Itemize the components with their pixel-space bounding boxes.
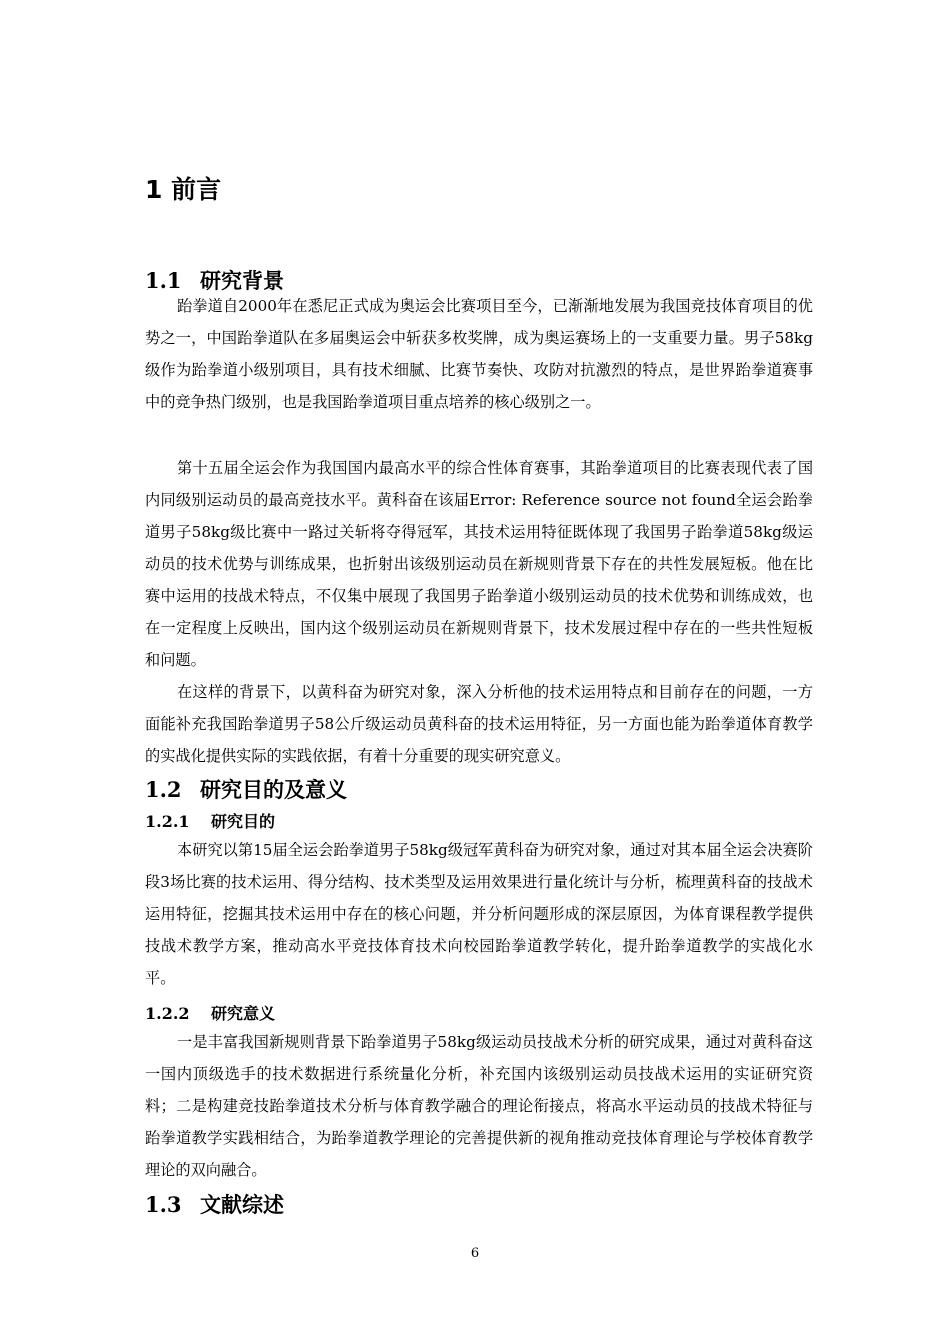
subsection-title: 研究目的 bbox=[211, 812, 276, 831]
subsection-number: 1.2.1 bbox=[145, 812, 190, 831]
paragraph: 第十五届全运会作为我国国内最高水平的综合性体育赛事，其跆拳道项目的比赛表现代表了国内同级别运动员的最高竞技水平。黄科奋在该届Error: Reference source not found全运会跆拳道男子58kg级比赛中一路过关斩将夺得冠军，其技术运用特征既体现了我国男子跆拳道58kg级运动员的技术优势与训练成果，也折射出该级别运动员在新规则背景下存在的共性发展短板。他在比赛中运用的技战术特点，不仅集中展现了我国男子跆拳道小级别运动员的技术优势和训练成效，也在一定程度上反映出，国内这个级别运动员在新规则背景下，技术发展过程中存在的一些共性短板和问题。 bbox=[145, 459, 813, 669]
paragraph: 跆拳道自2000年在悉尼正式成为奥运会比赛项目至今，已渐渐地发展为我国竞技体育项目的优势之一，中国跆拳道队在多届奥运会中斩获多枚奖牌，成为奥运赛场上的一支重要力量。男子58kg级作为跆拳道小级别项目，具有技术细腻、比赛节奏快、攻防对抗激烈的特点，是世界跆拳道赛事中的竞争热门级别，也是我国跆拳道项目重点培养的核心级别之一。 bbox=[145, 297, 813, 411]
section-number: 1.1 bbox=[145, 268, 182, 293]
section-title: 研究背景 bbox=[200, 269, 284, 293]
section-heading-1-3 bbox=[145, 1189, 284, 1219]
chapter-title: 1 前言 bbox=[145, 175, 222, 204]
page-number: 6 bbox=[470, 1246, 480, 1261]
paragraph: 一是丰富我国新规则背景下跆拳道男子58kg级运动员技战术分析的研究成果，通过对黄科奋这一国内顶级选手的技术数据进行系统量化分析，补充国内该级别运动员技战术运用的实证研究资料；二是构建竞技跆拳道技术分析与体育教学融合的理论衔接点，将高水平运动员的技战术特征与跆拳道教学实践相结合，为跆拳道教学理论的完善提供新的视角推动竞技体育理论与学校体育教学理论的双向融合。 bbox=[145, 1033, 813, 1179]
subsection-heading-1-2-2 bbox=[145, 1001, 275, 1024]
section-number: 1.3 bbox=[145, 1192, 182, 1217]
section-title: 研究目的及意义 bbox=[200, 778, 347, 802]
subsection-heading-1-2-1 bbox=[145, 809, 275, 832]
section-title: 文献综述 bbox=[200, 1193, 284, 1217]
subsection-title: 研究意义 bbox=[211, 1004, 276, 1023]
section-number: 1.2 bbox=[145, 777, 182, 802]
paragraph: 本研究以第15届全运会跆拳道男子58kg级冠军黄科奋为研究对象，通过对其本届全运会决赛阶段3场比赛的技术运用、得分结构、技术类型及运用效果进行量化统计与分析，梳理黄科奋的技战术运用特征，挖掘其技术运用中存在的核心问题，并分析问题形成的深层原因，为体育课程教学提供技战术教学方案，推动高水平竞技体育技术向校园跆拳道教学转化，提升跆拳道教学的实战化水平。 bbox=[145, 841, 813, 987]
subsection-number: 1.2.2 bbox=[145, 1004, 190, 1023]
paragraph: 在这样的背景下，以黄科奋为研究对象，深入分析他的技术运用特点和目前存在的问题，一方面能补充我国跆拳道男子58公斤级运动员黄科奋的技术运用特征，另一方面也能为跆拳道体育教学的实战化提供实际的实践依据，有着十分重要的现实研究意义。 bbox=[145, 683, 813, 765]
section-heading-1-2 bbox=[145, 774, 347, 804]
